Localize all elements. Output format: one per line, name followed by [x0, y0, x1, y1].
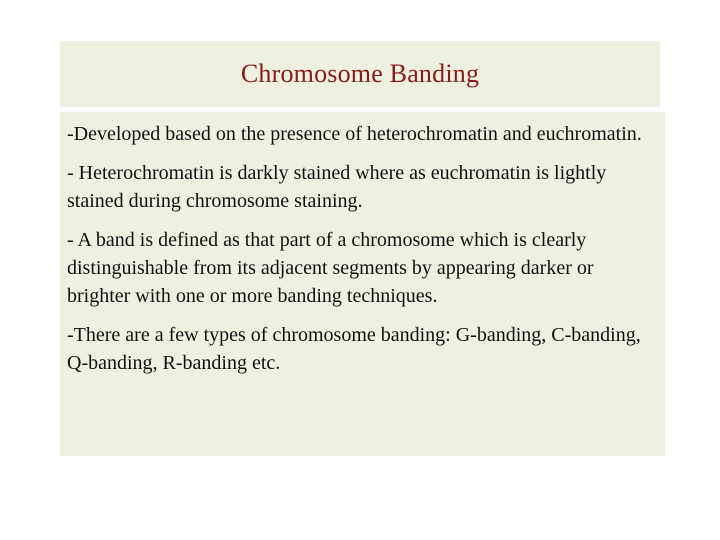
bullet-paragraph: - A band is defined as that part of a chromosome which is clearly distinguishable from its adjacent segments by appearing darker or brighter with one or more banding techniques.: [67, 229, 594, 307]
title-box: [60, 41, 660, 107]
bullet-paragraph: -Developed based on the presence of heterochromatin and euchromatin.: [67, 123, 642, 145]
bullet-paragraph: -There are a few types of chromosome banding: G-banding, C-banding, Q-banding, R-banding etc.: [67, 324, 641, 374]
content-box: [60, 112, 665, 456]
slide-title: Chromosome Banding: [240, 59, 480, 88]
bullet-paragraph: - Heterochromatin is darkly stained where as euchromatin is lightly stained during chromosome staining.: [67, 162, 607, 212]
